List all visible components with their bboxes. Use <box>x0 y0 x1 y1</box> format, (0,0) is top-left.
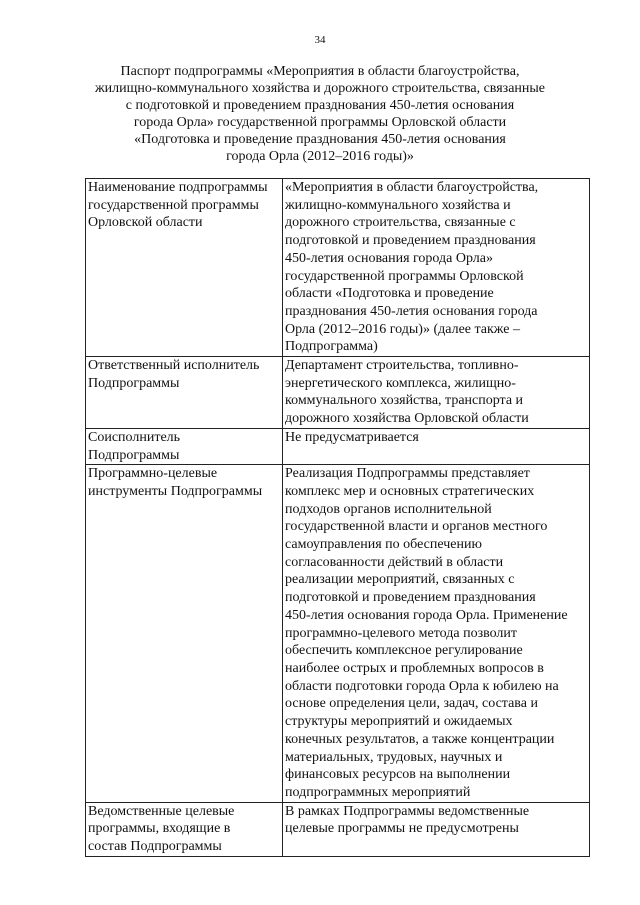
value-line: подпрограммных мероприятий <box>285 784 471 800</box>
label-line: программы, входящие в <box>88 821 231 837</box>
table-row <box>86 179 590 357</box>
value-line: согласованности действий в области <box>285 554 504 570</box>
value-line: программно-целевого метода позволит <box>285 625 518 641</box>
value-line: Реализация Подпрограммы представляет <box>285 466 530 482</box>
value-line: государственной программы Орловской <box>285 268 524 284</box>
value-line: обеспечить комплексное регулирование <box>285 643 523 659</box>
label-line: государственной программы <box>88 197 259 213</box>
label-line: Ответственный исполнитель <box>88 358 260 374</box>
table-row <box>86 802 590 856</box>
value-line: Не предусматривается <box>285 429 419 445</box>
row-label <box>86 428 283 464</box>
value-line: наиболее острых и проблемных вопросов в <box>285 660 544 676</box>
value-line: материальных, трудовых, научных и <box>285 749 503 765</box>
title-line: «Подготовка и проведение празднования 450-летия основания <box>134 132 506 147</box>
label-line: Соисполнитель <box>88 429 181 445</box>
value-line: целевые программы не предусмотрены <box>285 821 519 837</box>
value-line: дорожного строительства, связанные с <box>285 215 516 231</box>
value-line: Департамент строительства, топливно- <box>285 358 519 374</box>
table-row <box>86 357 590 429</box>
title-line: жилищно-коммунального хозяйства и дорожного строительства, связанные <box>94 81 546 96</box>
value-line: комплекс мер и основных стратегических <box>285 483 535 499</box>
value-line: Подпрограмма) <box>285 339 378 355</box>
row-label <box>86 179 283 357</box>
value-line: подходов органов исполнительной <box>285 501 492 517</box>
value-line: «Мероприятия в области благоустройства, <box>285 180 539 195</box>
value-line: государственной власти и органов местного <box>285 519 548 535</box>
table-row <box>86 465 590 802</box>
title-line: Паспорт подпрограммы «Мероприятия в области благоустройства, <box>120 64 520 79</box>
value-line: основе определения цели, задач, состава и <box>285 696 538 712</box>
value-line: самоуправления по обеспечению <box>285 537 482 553</box>
value-line: Орла (2012–2016 годы)» (далее также – <box>285 321 521 337</box>
value-line: конечных результатов, а также концентрации <box>285 731 555 747</box>
value-line: жилищно-коммунального хозяйства и <box>285 197 511 213</box>
row-value <box>283 428 590 464</box>
value-line: подготовкой и проведением празднования <box>285 590 536 606</box>
row-label <box>86 357 283 429</box>
row-label <box>86 802 283 856</box>
title-line: города Орла (2012–2016 годы)» <box>226 149 414 164</box>
value-line: 450-летия основания города Орла. Применение <box>285 607 568 623</box>
value-line: дорожного хозяйства Орловской области <box>285 411 529 427</box>
value-line: области подготовки города Орла к юбилею на <box>285 678 559 694</box>
value-line: финансовых ресурсов на выполнении <box>285 767 511 783</box>
label-line: Программно-целевые <box>88 466 218 482</box>
label-line: состав Подпрограммы <box>88 839 222 855</box>
value-line: 450-летия основания города Орла» <box>285 250 493 266</box>
label-line: Орловской области <box>88 215 203 231</box>
label-line: Наименование подпрограммы <box>88 180 268 195</box>
value-line: реализации мероприятий, связанных с <box>285 572 515 588</box>
row-value <box>283 802 590 856</box>
value-line: празднования 450-летия основания города <box>285 303 538 319</box>
label-line: Подпрограммы <box>88 375 180 391</box>
passport-table <box>85 178 590 857</box>
value-line: коммунального хозяйства, транспорта и <box>285 393 524 409</box>
value-line: В рамках Подпрограммы ведомственные <box>285 803 530 819</box>
page-number: 34 <box>314 34 326 46</box>
row-value <box>283 179 590 357</box>
value-line: подготовкой и проведением празднования <box>285 233 536 249</box>
document-title <box>70 63 570 165</box>
row-value <box>283 357 590 429</box>
label-line: Подпрограммы <box>88 447 180 463</box>
value-line: области «Подготовка и проведение <box>285 286 494 302</box>
value-line: энергетического комплекса, жилищно- <box>285 375 516 391</box>
title-line: города Орла» государственной программы Орловской области <box>133 115 507 130</box>
row-label <box>86 465 283 802</box>
value-line: структуры мероприятий и ожидаемых <box>285 714 513 730</box>
table-row <box>86 428 590 464</box>
label-line: инструменты Подпрограммы <box>88 483 263 499</box>
row-value <box>283 465 590 802</box>
title-line: с подготовкой и проведением празднования 450-летия основания <box>125 98 515 113</box>
label-line: Ведомственные целевые <box>88 803 235 819</box>
